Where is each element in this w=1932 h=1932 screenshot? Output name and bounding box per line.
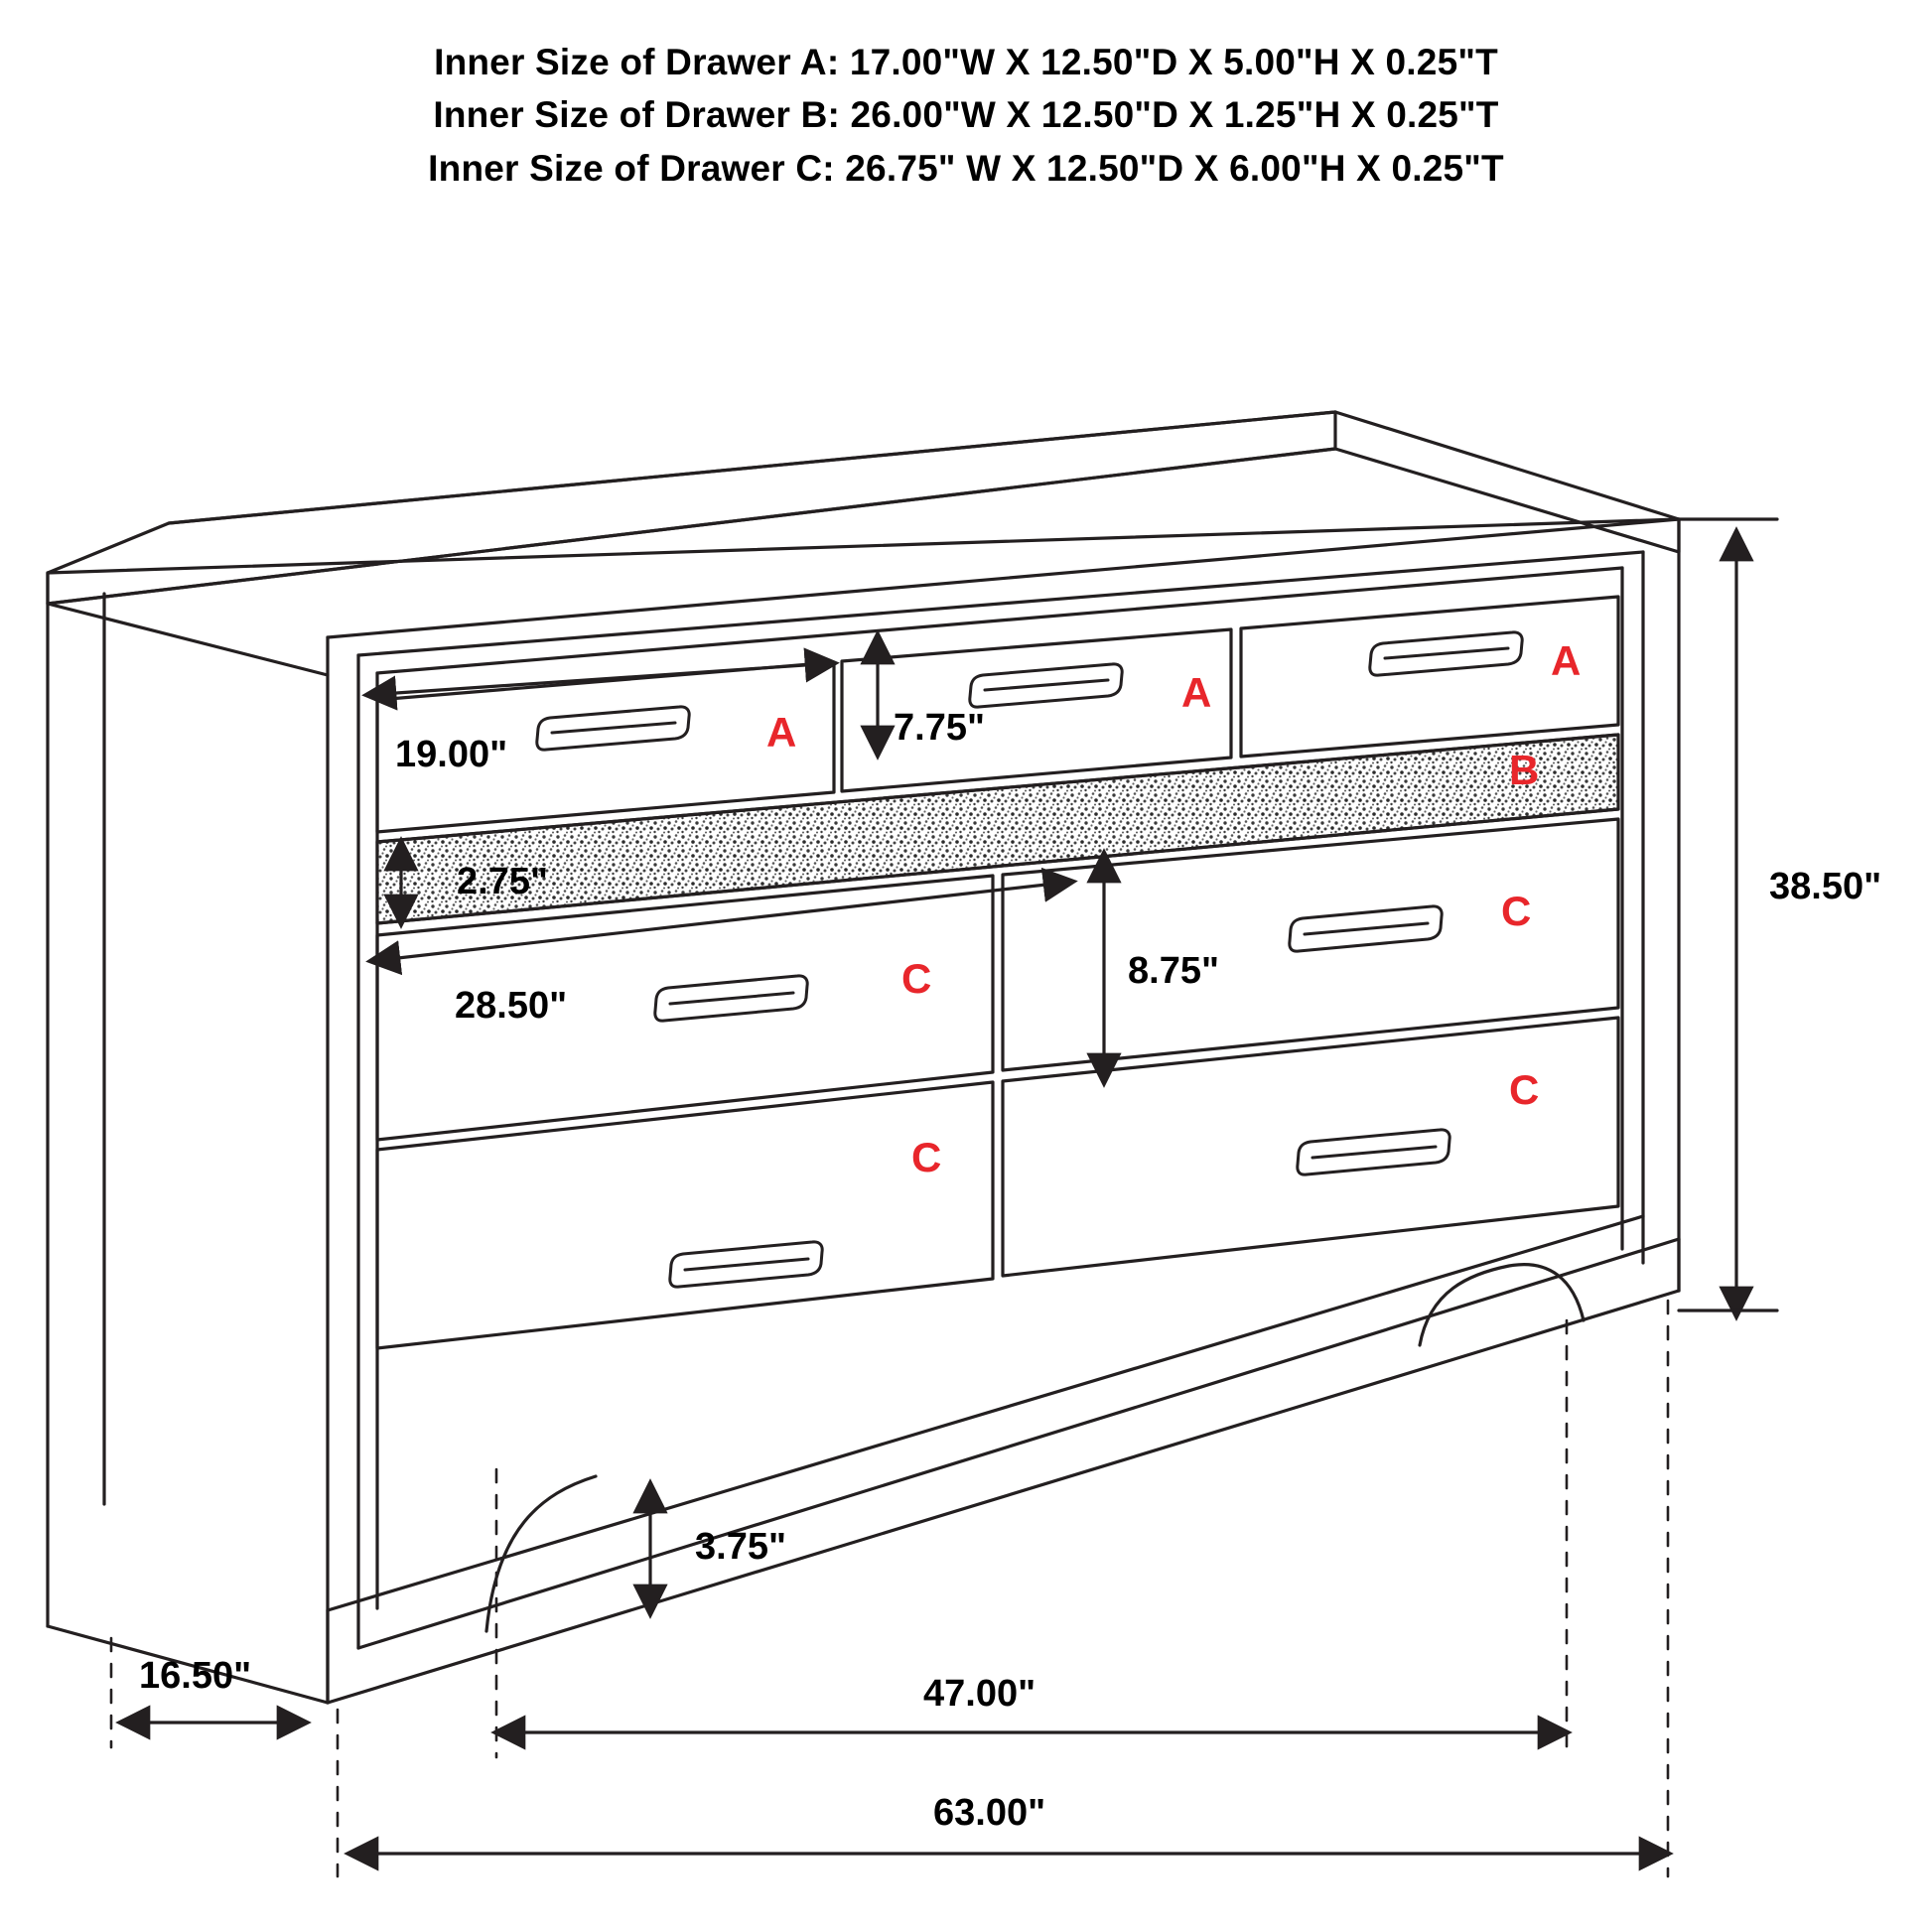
spec-line-drawer-a: Inner Size of Drawer A: 17.00"W X 12.50"D X 5.00"H X 0.25"T (434, 42, 1498, 82)
drawer-label-a2: A (1181, 669, 1212, 716)
drawer-label-c4: C (911, 1134, 942, 1180)
label-drawer-c-width: 28.50" (455, 985, 568, 1027)
drawer-front-b1 (377, 735, 1618, 923)
label-drawer-c-height: 8.75" (1128, 950, 1219, 992)
label-overall-height: 38.50" (1769, 866, 1882, 907)
label-overall-width: 63.00" (933, 1792, 1046, 1834)
label-drawer-b-height: 2.75" (457, 861, 548, 902)
dim-overall-height (1679, 519, 1777, 1315)
label-drawer-a-height: 7.75" (894, 707, 985, 749)
label-case-depth: 16.50" (139, 1655, 252, 1697)
drawer-handle-a2 (970, 664, 1122, 707)
drawer-handle-c-left-bottom (670, 1242, 822, 1287)
case-top-surface (48, 412, 1679, 604)
spec-line-drawer-b: Inner Size of Drawer B: 26.00"W X 12.50"D X 1.25"H X 0.25"T (433, 94, 1499, 136)
spec-line-drawer-c: Inner Size of Drawer C: 26.75" W X 12.50"D X 6.00"H X 0.25"T (428, 147, 1504, 189)
drawer-handle-a3 (1370, 632, 1522, 675)
case-bottom-rail (328, 1216, 1679, 1703)
drawer-label-b1: B (1509, 747, 1540, 793)
label-toe-clearance: 3.75" (695, 1526, 786, 1568)
drawer-handle-a1 (537, 707, 689, 750)
drawer-front-c-left-bottom (377, 1082, 993, 1348)
drawer-handle-c-left-top (655, 976, 807, 1021)
drawer-front-c-right-bottom (1003, 1018, 1618, 1276)
drawer-label-a1: A (766, 709, 797, 756)
label-drawer-a-width: 19.00" (395, 734, 508, 775)
drawer-label-c1: C (1501, 888, 1532, 934)
drawer-handle-c-right-bottom (1298, 1130, 1449, 1174)
drawer-label-c3: C (1509, 1066, 1540, 1113)
case-left-side (48, 573, 328, 1703)
label-leg-span: 47.00" (923, 1673, 1036, 1715)
drawer-label-a3: A (1551, 637, 1582, 684)
drawer-label-c2: C (901, 955, 932, 1002)
drawer-handle-c-right-top (1290, 906, 1442, 951)
witness-lines (111, 1301, 1668, 1876)
